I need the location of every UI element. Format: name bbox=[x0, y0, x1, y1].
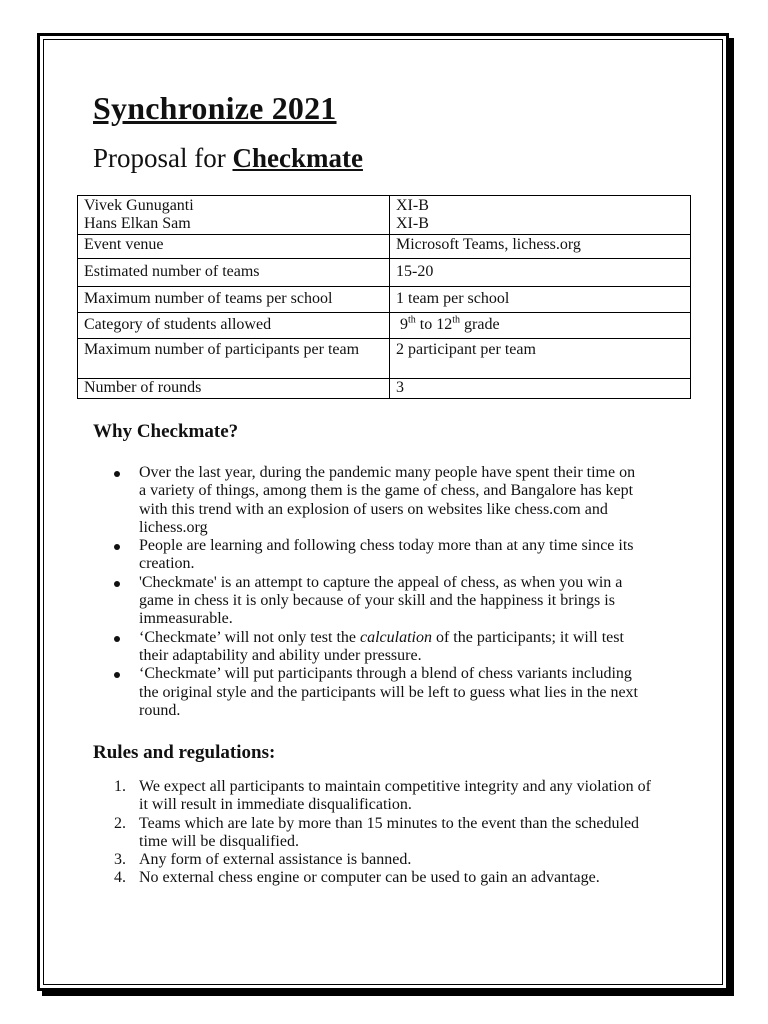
bullet-icon bbox=[114, 672, 120, 678]
why-bullet-list bbox=[114, 464, 644, 720]
event-name: Checkmate bbox=[232, 143, 363, 173]
table-row bbox=[78, 287, 691, 313]
document-subtitle bbox=[93, 141, 363, 175]
table-cell-value: 2 participant per team bbox=[390, 339, 691, 379]
rule-number: 1. bbox=[114, 778, 126, 795]
table-cell-value: 1 team per school bbox=[390, 287, 691, 313]
rule-number: 4. bbox=[114, 869, 126, 887]
grade-start-suffix: th bbox=[408, 314, 416, 326]
table-cell-label: Event venue bbox=[78, 235, 390, 259]
rule-text: Teams which are late by more than 15 minutes to the event than the scheduled time will be disqualified. bbox=[139, 814, 640, 850]
table-cell-value: 3 bbox=[390, 379, 691, 399]
member-class: XI-B bbox=[396, 197, 429, 214]
rules-list bbox=[114, 778, 654, 888]
table-cell-label bbox=[78, 196, 390, 235]
grade-start: 9 bbox=[400, 316, 408, 333]
table-cell-label: Number of rounds bbox=[78, 379, 390, 399]
table-row bbox=[78, 235, 691, 259]
table-row bbox=[78, 339, 691, 379]
member-class: XI-B bbox=[396, 215, 429, 232]
table-cell-label: Estimated number of teams bbox=[78, 259, 390, 287]
rule-number: 2. bbox=[114, 814, 126, 832]
list-item bbox=[114, 851, 654, 869]
table-row bbox=[78, 259, 691, 287]
table-cell-label: Category of students allowed bbox=[78, 313, 390, 339]
rule-number: 3. bbox=[114, 851, 126, 869]
table-cell-value: Microsoft Teams, lichess.org bbox=[390, 235, 691, 259]
document-title: Synchronize 2021 bbox=[93, 90, 337, 126]
list-item bbox=[114, 815, 654, 852]
rule-text: No external chess engine or computer can be used to gain an advantage. bbox=[139, 869, 600, 887]
table-cell-label: Maximum number of participants per team bbox=[78, 339, 390, 379]
table-cell-value: 15-20 bbox=[390, 259, 691, 287]
rule-text: Any form of external assistance is banned. bbox=[139, 851, 412, 869]
list-item bbox=[114, 869, 654, 887]
list-item bbox=[114, 537, 644, 574]
list-item bbox=[114, 464, 644, 537]
bullet-text: People are learning and following chess today more than at any time since its creation. bbox=[139, 537, 634, 573]
why-heading: Why Checkmate? bbox=[93, 421, 239, 442]
table-row bbox=[78, 313, 691, 339]
list-item bbox=[114, 778, 654, 815]
bullet-icon bbox=[114, 636, 120, 642]
bullet-text: ‘Checkmate’ will put participants through a blend of chess variants including the original style and the participants will be left to guess what lies in the next round. bbox=[139, 665, 638, 719]
bullet-icon bbox=[114, 544, 120, 550]
subtitle-prefix: Proposal for bbox=[93, 143, 233, 173]
rule-text: We expect all participants to maintain competitive integrity and any violation of it will result in immediate disqualification. bbox=[139, 778, 651, 814]
grade-range-text: to 12 bbox=[415, 316, 453, 333]
bullet-icon bbox=[114, 581, 120, 587]
table-cell-value bbox=[390, 196, 691, 235]
bullet-text: 'Checkmate' is an attempt to capture the appeal of chess, as when you win a game in chess it is only because of your skill and the happiness it brings is immeasurable. bbox=[139, 573, 623, 628]
bullet-text: ‘Checkmate’ will not only test the bbox=[139, 628, 360, 646]
bullet-emphasis: calculation bbox=[359, 628, 432, 646]
grade-word: grade bbox=[460, 316, 500, 333]
table-cell-value bbox=[390, 313, 691, 339]
bullet-text: of the participants; it will test their adaptability and ability under pressure. bbox=[139, 628, 624, 664]
member-name: Hans Elkan Sam bbox=[84, 215, 191, 232]
bullet-icon bbox=[114, 471, 120, 477]
table-row bbox=[78, 379, 691, 399]
list-item bbox=[114, 665, 644, 720]
grade-end-suffix: th bbox=[452, 314, 461, 326]
list-item bbox=[114, 629, 644, 666]
rules-heading: Rules and regulations: bbox=[93, 742, 276, 763]
member-name: Vivek Gunuganti bbox=[84, 197, 194, 214]
bullet-text: Over the last year, during the pandemic many people have spent their time on a variety of things, among them is the game of chess, and Bangalore has kept with this trend with an explosion of users on websites like chess.com and lichess.org bbox=[139, 464, 636, 536]
event-info-table bbox=[77, 195, 691, 399]
table-cell-label: Maximum number of teams per school bbox=[78, 287, 390, 313]
table-row bbox=[78, 196, 691, 235]
list-item bbox=[114, 574, 644, 629]
